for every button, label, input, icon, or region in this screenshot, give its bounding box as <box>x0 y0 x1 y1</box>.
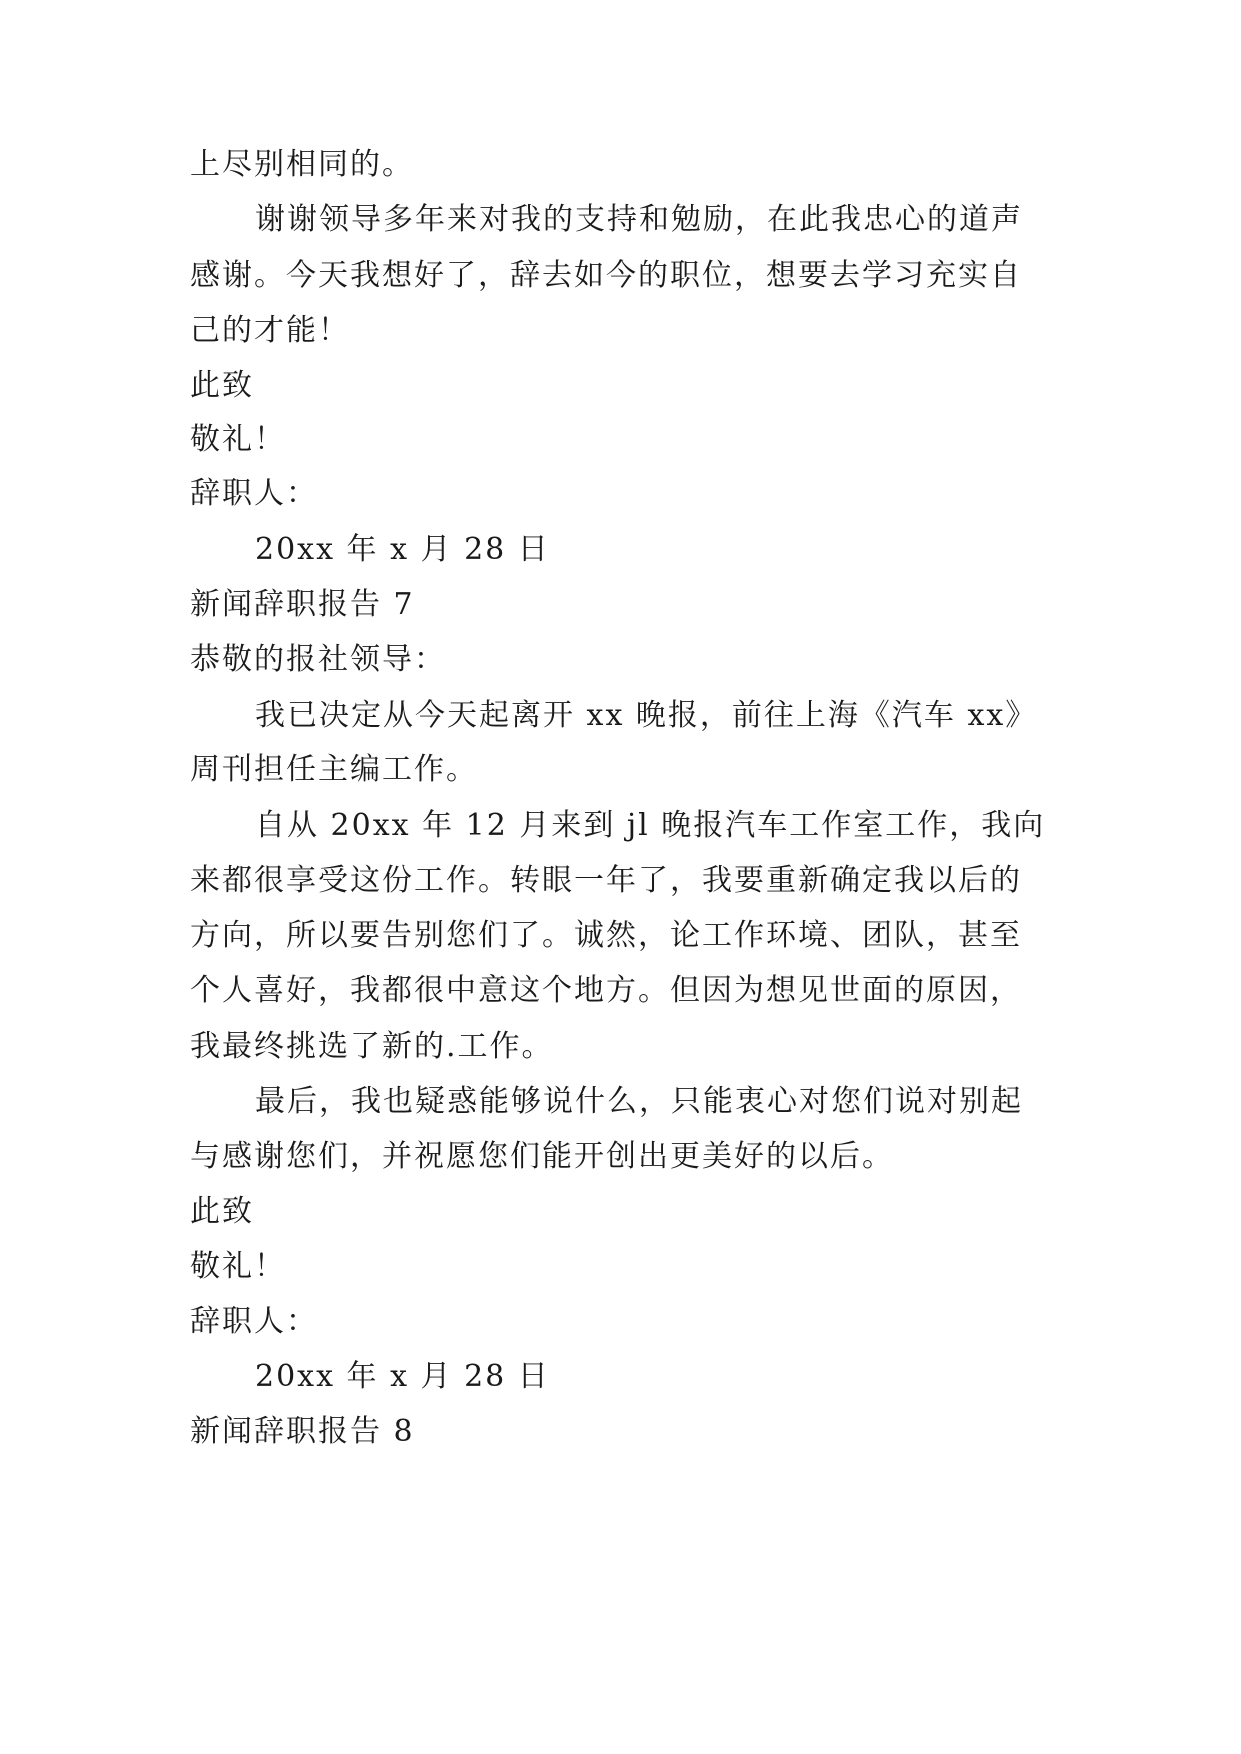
closing-line: 此致 <box>190 368 254 403</box>
closing-line: 敬礼！ <box>190 422 286 457</box>
date-line: 20xx 年 x 月 28 日 <box>255 1359 550 1394</box>
salutation: 恭敬的报社领导： <box>190 642 446 677</box>
closing-line: 此致 <box>190 1194 254 1229</box>
signature-label: 辞职人： <box>190 476 318 511</box>
paragraph-line: 个人喜好，我都很中意这个地方。但因为想见世面的原因， <box>190 973 1022 1008</box>
paragraph-line: 周刊担任主编工作。 <box>190 752 478 787</box>
paragraph-line: 方向，所以要告别您们了。诚然，论工作环境、团队，甚至 <box>190 918 1022 953</box>
paragraph-line: 上尽别相同的。 <box>190 147 414 182</box>
signature-label: 辞职人： <box>190 1304 318 1339</box>
section-heading: 新闻辞职报告 8 <box>190 1414 415 1449</box>
paragraph-line: 谢谢领导多年来对我的支持和勉励，在此我忠心的道声 <box>255 202 1023 237</box>
paragraph-line: 感谢。今天我想好了，辞去如今的职位，想要去学习充实自 <box>190 258 1022 293</box>
paragraph-line: 与感谢您们，并祝愿您们能开创出更美好的以后。 <box>190 1139 894 1174</box>
paragraph-line: 我已决定从今天起离开 xx 晚报，前往上海《汽车 xx》 <box>255 698 1038 733</box>
closing-line: 敬礼！ <box>190 1249 286 1284</box>
paragraph-line: 己的才能！ <box>190 313 350 348</box>
section-heading: 新闻辞职报告 7 <box>190 587 415 622</box>
paragraph-line: 来都很享受这份工作。转眼一年了，我要重新确定我以后的 <box>190 863 1022 898</box>
paragraph-line: 我最终挑选了新的.工作。 <box>190 1029 554 1064</box>
paragraph-line: 自从 20xx 年 12 月来到 jl 晚报汽车工作室工作，我向 <box>255 808 1046 843</box>
paragraph-line: 最后，我也疑惑能够说什么，只能衷心对您们说对别起 <box>255 1084 1023 1119</box>
date-line: 20xx 年 x 月 28 日 <box>255 532 550 567</box>
